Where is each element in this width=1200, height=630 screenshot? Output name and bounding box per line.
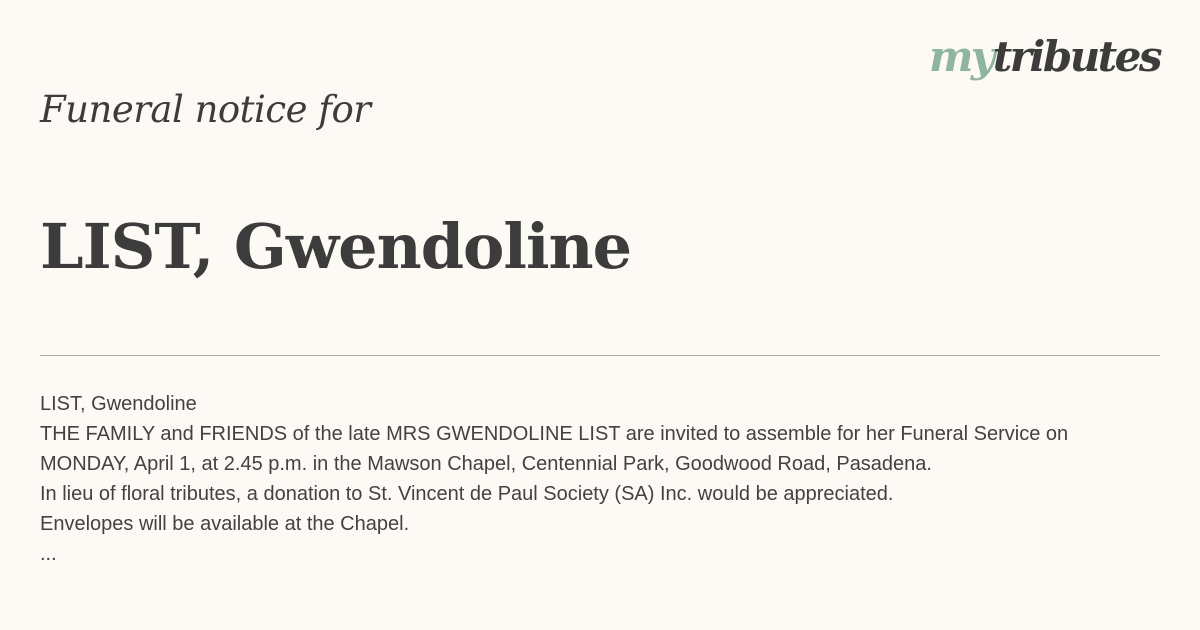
notice-line-envelopes: Envelopes will be available at the Chapel. <box>40 513 410 535</box>
notice-line-name: LIST, Gwendoline <box>40 393 197 415</box>
notice-line-donation: In lieu of floral tributes, a donation to St. Vincent de Paul Society (SA) Inc. would be appreciated. <box>40 483 894 505</box>
logo-part-my: my <box>928 32 993 81</box>
notice-body <box>40 389 1140 569</box>
notice-line-service-details: MONDAY, April 1, at 2.45 p.m. in the Mawson Chapel, Centennial Park, Goodwood Road, Pasadena. <box>40 453 932 475</box>
mytributes-logo <box>928 32 1160 81</box>
notice-line-ellipsis: ... <box>40 543 57 565</box>
logo-part-tributes: tributes <box>992 32 1160 81</box>
notice-kicker: Funeral notice for <box>40 88 371 131</box>
deceased-name-heading: LIST, Gwendoline <box>40 210 632 283</box>
notice-line-invitation: THE FAMILY and FRIENDS of the late MRS GWENDOLINE LIST are invited to assemble for her Funeral Service on <box>40 423 1069 445</box>
section-divider <box>40 355 1160 356</box>
